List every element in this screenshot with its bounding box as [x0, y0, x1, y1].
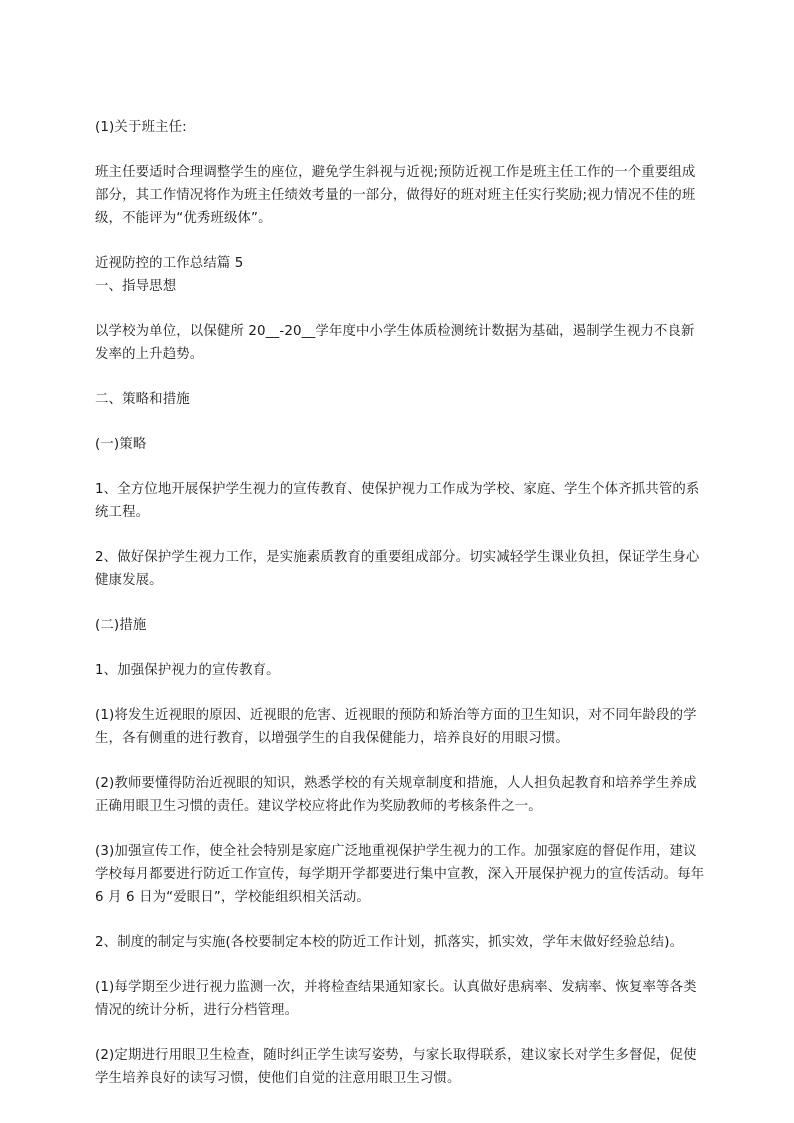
- section-title: 近视防控的工作总结篇 5: [95, 256, 244, 271]
- paragraph-measure-1: 1、加强保护视力的宣传教育。: [95, 663, 280, 678]
- paragraph-guiding-thought: 以学校为单位，以保健所 20__-20__学年度中小学生体质检测统计数据为基础，遏制学生视力不良新发率的上升趋势。: [95, 324, 695, 362]
- paragraph-class-teacher-duties: 班主任要适时合理调整学生的座位，避免学生斜视与近视;预防近视工作是班主任工作的一个重要组成部分，其工作情况将作为班主任绩效考量的一部分，做得好的班对班主任实行奖励;视力情况不佳的班级，不能评为“优秀班级体”。: [95, 165, 696, 226]
- paragraph-measure-1-3: (3)加强宣传工作，使全社会特别是家庭广泛地重视保护学生视力的工作。加强家庭的督促作用，建议学校每月都要进行防近工作宣传，每学期开学都要进行集中宣教，深入开展保护视力的宣传活动。每年 6 月 6 日为“爱眼日”，学校能组织相关活动。: [95, 844, 705, 905]
- paragraph-strategy-2: 2、做好保护学生视力工作，是实施素质教育的重要组成部分。切实减轻学生课业负担，保证学生身心健康发展。: [95, 550, 700, 588]
- paragraph-class-teacher-heading: (1)关于班主任:: [95, 120, 187, 135]
- paragraph-strategy-1: 1、全方位地开展保护学生视力的宣传教育、使保护视力工作成为学校、家庭、学生个体齐抓共管的系统工程。: [95, 482, 700, 520]
- heading-strategies: (一)策略: [95, 437, 147, 452]
- heading-strategies-measures: 二、策略和措施: [95, 392, 190, 407]
- paragraph-measure-2-2: (2)定期进行用眼卫生检查，随时纠正学生读写姿势，与家长取得联系，建议家长对学生多督促，促使学生培养良好的读写习惯，使他们自觉的注意用眼卫生习惯。: [95, 1048, 697, 1086]
- paragraph-measure-1-1: (1)将发生近视眼的原因、近视眼的危害、近视眼的预防和矫治等方面的卫生知识，对不同年龄段的学生，各有侧重的进行教育，以增强学生的自我保健能力，培养良好的用眼习惯。: [95, 708, 697, 746]
- paragraph-measure-1-2: (2)教师要懂得防治近视眼的知识，熟悉学校的有关规章制度和措施，人人担负起教育和培养学生养成正确用眼卫生习惯的责任。建议学校应将此作为奖励教师的考核条件之一。: [95, 776, 697, 814]
- document-body: [95, 116, 705, 1112]
- heading-guiding-thought: 一、指导思想: [95, 279, 177, 294]
- paragraph-measure-2: 2、制度的制定与实施(各校要制定本校的防近工作计划，抓落实，抓实效，学年末做好经验总结)。: [95, 935, 684, 950]
- heading-measures: (二)措施: [95, 618, 147, 633]
- paragraph-measure-2-1: (1)每学期至少进行视力监测一次，并将检查结果通知家长。认真做好患病率、发病率、恢复率等各类情况的统计分析，进行分档管理。: [95, 980, 697, 1018]
